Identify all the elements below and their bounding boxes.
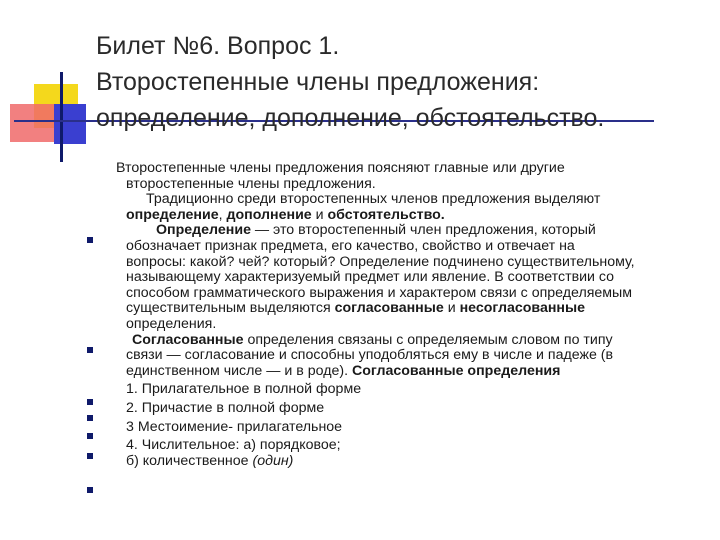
title-line-3: определение, дополнение, обстоятельство. [96, 104, 605, 132]
body-text: и [443, 300, 460, 317]
list-item: 2. Причастие в полной форме [126, 399, 325, 416]
term-adverbial: обстоятельство. [327, 206, 445, 223]
body-line [86, 223, 706, 239]
bullet-marker [87, 487, 93, 493]
body-line: определения. [126, 315, 217, 332]
body-text: единственном числе — и в роде). [126, 362, 352, 379]
list-item: 4. Числительное: а) порядковое; [126, 437, 341, 454]
body-text: , [218, 206, 227, 223]
term-agreed: согласованные [334, 300, 444, 317]
body-text: и [311, 206, 328, 223]
body-text: существительным выделяются [126, 300, 335, 317]
slide-body [86, 161, 706, 469]
body-line [86, 364, 706, 380]
term-object: дополнение [226, 206, 312, 223]
body-line: вопросы: какой? чей? который? Определение подчинено существительному, [126, 253, 635, 270]
logo-vertical-line [60, 72, 63, 162]
body-line: называющему характеризуемый предмет или явление. В соответствии со [126, 269, 615, 286]
list-item: 1. Прилагательное в полной форме [126, 381, 362, 398]
body-line [86, 208, 706, 224]
term-definition: определение [126, 206, 219, 223]
body-text: — это второстепенный член предложения, который [250, 222, 596, 239]
body-line: Второстепенные члены предложения поясняют главные или другие [116, 160, 565, 176]
list-item [86, 454, 706, 470]
title-line-2: Второстепенные члены предложения: [96, 68, 540, 96]
title-line-1: Билет №6. Вопрос 1. [96, 32, 340, 60]
body-text: б) количественное [126, 452, 253, 469]
slide-title [96, 28, 696, 136]
body-line: второстепенные члены предложения. [126, 175, 376, 192]
body-line: обозначает признак предмета, его качество, свойство и отвечает на [126, 237, 575, 254]
body-line: связи — согласование и способны уподобляться ему в числе и падеже (в [126, 347, 614, 364]
example-word: (один) [252, 452, 294, 469]
body-line: способом грамматического выражения и характером связи с определяемым [126, 284, 632, 301]
body-line [86, 301, 706, 317]
list-item: 3 Местоимение- прилагательное [126, 418, 343, 435]
term-definition: Определение [156, 222, 251, 239]
body-line [86, 333, 706, 349]
term-agreed-definitions: Согласованные определения [351, 362, 561, 379]
body-text: определения связаны с определяемым словом по типу [243, 331, 613, 348]
body-line: Традиционно среди второстепенных членов предложения выделяют [146, 191, 601, 208]
logo-blue-block [54, 104, 86, 144]
term-agreed: Согласованные [132, 331, 244, 348]
term-non-agreed: несогласованные [459, 300, 585, 317]
